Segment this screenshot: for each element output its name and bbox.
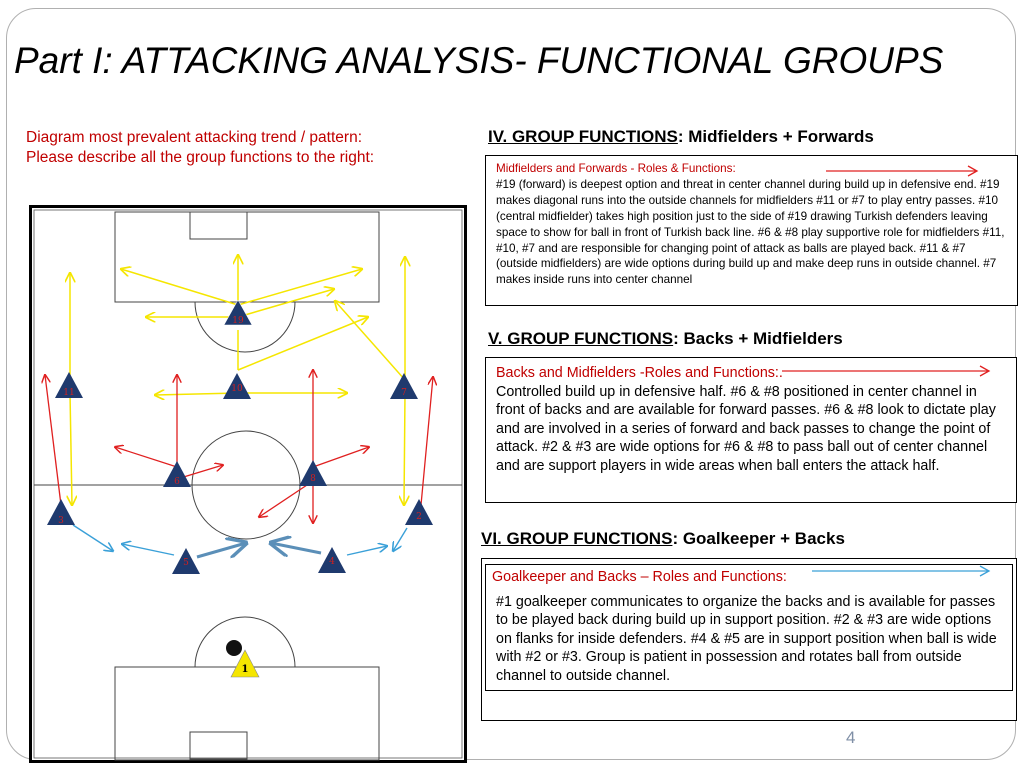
pitch-outline [31, 207, 466, 762]
svg-text:6: 6 [174, 477, 180, 487]
page-number: 4 [846, 728, 856, 747]
box-title: Goalkeeper and Backs – Roles and Functions: [492, 569, 787, 585]
goalkeeper-backs-box [485, 564, 1013, 691]
arrow-right-icon [826, 163, 986, 179]
section-heading-topic: : Backs + Midfielders [673, 329, 843, 348]
diagram-prompt-line-1: Diagram most prevalent attacking trend / pattern: [26, 129, 362, 146]
section-heading-backs-midfielders [488, 329, 843, 349]
svg-text:1: 1 [241, 664, 249, 675]
svg-text:5: 5 [183, 558, 189, 568]
svg-text:7: 7 [401, 388, 407, 398]
svg-text:2: 2 [416, 512, 422, 522]
svg-text:8: 8 [310, 474, 316, 484]
ball [226, 640, 242, 656]
section-heading-topic: : Midfielders + Forwards [677, 127, 874, 146]
section-heading-goalkeeper-backs [481, 529, 845, 549]
box-title: Midfielders and Forwards - Roles & Functions: [496, 162, 736, 175]
section-heading-midfielders-forwards [488, 127, 874, 147]
svg-text:11: 11 [63, 388, 75, 398]
diagram-prompt [26, 128, 466, 168]
section-heading-number: V. GROUP FUNCTIONS [488, 329, 674, 348]
page-title: Part I: ATTACKING ANALYSIS- FUNCTIONAL GROUPS [14, 40, 944, 81]
box-body: #1 goalkeeper communicates to organize the backs and is available for passes to be played back during build up in support position. #2 & #3 are wide options on flanks for inside defenders. #4 & #5 are in support position when ball is wide with #2 or #3. Group is patient in possession and rotates ball from outside channel to outside channel. [496, 593, 997, 684]
section-heading-number: IV. GROUP FUNCTIONS [488, 127, 678, 146]
svg-text:19: 19 [232, 316, 244, 326]
arrow-right-icon [782, 363, 996, 379]
svg-text:3: 3 [58, 516, 64, 526]
svg-text:4: 4 [329, 557, 335, 567]
arrow-right-icon [812, 563, 994, 579]
box-body: Controlled build up in defensive half. #6 & #8 positioned in center channel in front of backs and are available for forward passes. #6 & #8 look to dictate play and are involved in a series of forward and back passes to change the point of attack. #2 & #3 are wide options for #6 & #8 to pass ball out of center channel and are support players in wide areas when ball enters the attack half. [496, 383, 996, 474]
attacking-pattern-diagram [29, 205, 467, 763]
svg-text:10: 10 [231, 384, 243, 394]
section-heading-number: VI. GROUP FUNCTIONS [481, 529, 673, 548]
box-body: #19 (forward) is deepest option and threat in center channel during build up in defensive end. #19 makes diagonal runs into the outside channels for midfielders #11 or #7 to play entry passes. #10 (central midfielder) takes high position just to the side of #19 drawing Turkish defenders leaving space to show for ball in front of Turkish back line. #6 & #8 play supportive role for midfielders #11, #10, #7 and are responsible for changing point of attack as balls are played back. #11 & #7 (outside midfielders) are wide options during build up and make deep runs in outside channel. #7 makes inside runs into center channel [496, 177, 1005, 287]
box-title: Backs and Midfielders -Roles and Functions:. [496, 365, 783, 381]
section-heading-topic: : Goalkeeper + Backs [672, 529, 845, 548]
diagram-prompt-line-2: Please describe all the group functions to the right: [26, 149, 375, 166]
